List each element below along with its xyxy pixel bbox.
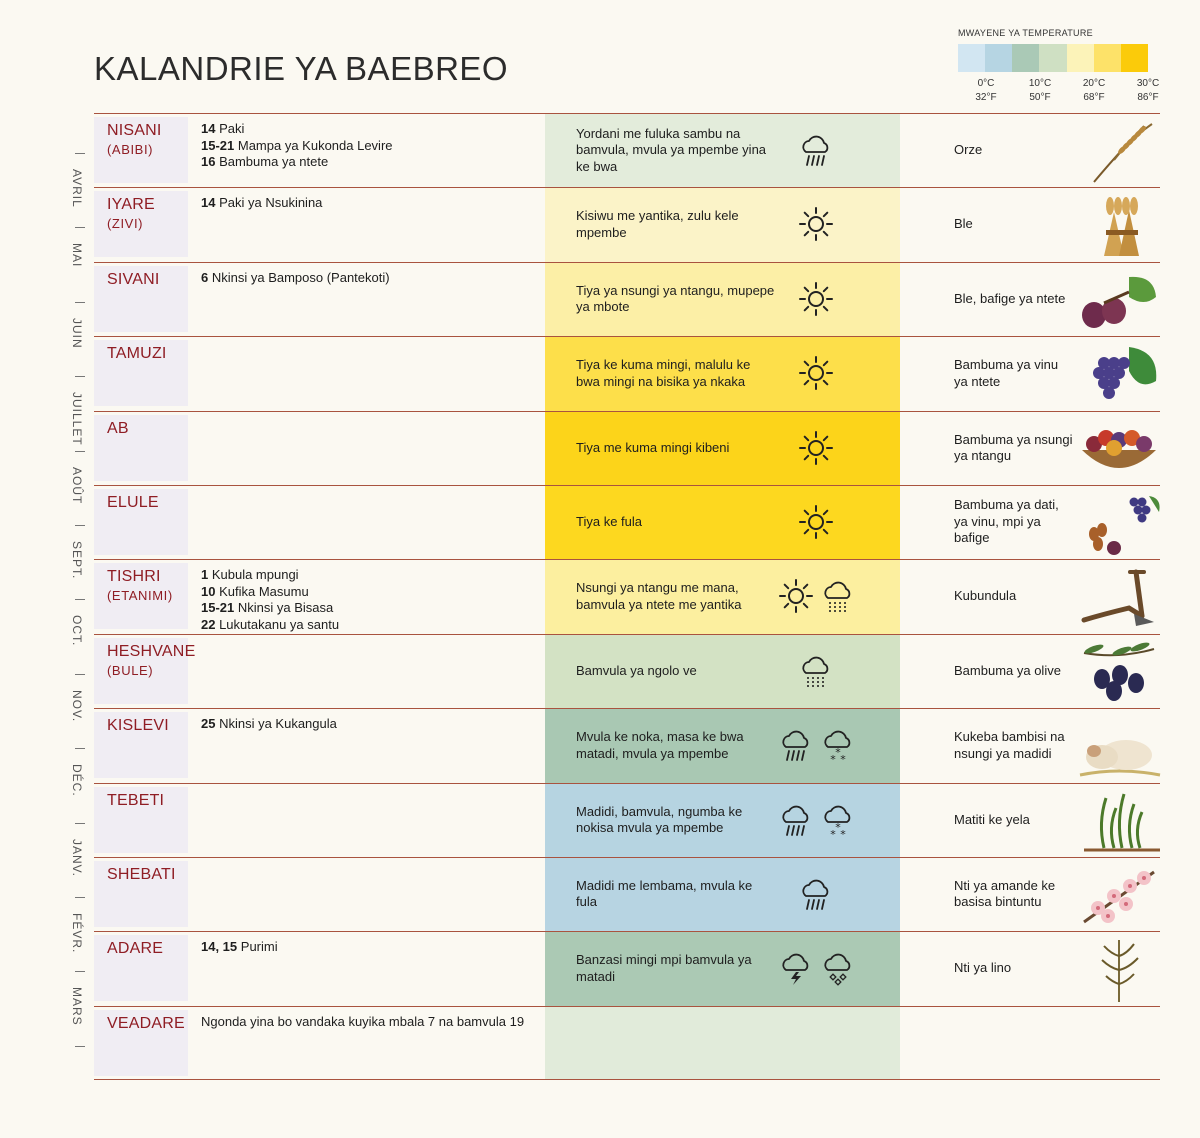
festival-text: Kubula mpungi bbox=[208, 567, 299, 583]
festival-date: 15-21 bbox=[201, 600, 235, 616]
hebrew-month-name: IYARE bbox=[107, 196, 155, 214]
festival-date: 14 bbox=[201, 195, 216, 211]
festival-list bbox=[201, 1014, 531, 1031]
snow-icon bbox=[820, 802, 856, 840]
agriculture-text: Kukeba bambisi na nsungi ya madidi bbox=[954, 729, 1065, 761]
festival-text: Nkinsi ya Kukangula bbox=[215, 716, 337, 732]
hebrew-month-name: TISHRI bbox=[107, 568, 161, 586]
festival-cell bbox=[190, 340, 545, 406]
festival-text: Paki ya Nsukinina bbox=[215, 195, 323, 211]
wheat-sheaf-icon bbox=[1074, 192, 1164, 258]
almond-blossom-icon bbox=[1074, 862, 1164, 928]
gregorian-month-label: MAI bbox=[70, 243, 84, 268]
plow-icon bbox=[1074, 564, 1164, 630]
agriculture-text: Nti ya amande ke basisa bintuntu bbox=[954, 877, 1056, 910]
festival-date: 14, 15 bbox=[201, 939, 238, 955]
month-divider bbox=[75, 227, 85, 228]
olive-icon bbox=[1074, 639, 1164, 705]
legend-swatch bbox=[1039, 44, 1066, 72]
festival-item bbox=[201, 939, 531, 956]
festival-item bbox=[201, 1014, 531, 1031]
agriculture-text: Bambuma ya nsungi ya ntangu bbox=[954, 431, 1073, 464]
festival-list bbox=[201, 939, 531, 956]
gregorian-month-label: SEPT. bbox=[70, 541, 84, 580]
legend-tick-celsius: 20°C bbox=[1082, 78, 1106, 89]
festival-list bbox=[201, 716, 531, 733]
gregorian-month-label: MARS bbox=[70, 987, 84, 1027]
hebrew-month-name: NISANI bbox=[107, 122, 162, 139]
hebrew-month-name: TEBETI bbox=[107, 791, 165, 809]
climate-text: Tiya me kuma mingi kibeni bbox=[576, 439, 730, 455]
month-divider bbox=[75, 153, 85, 154]
weather-icons bbox=[798, 281, 834, 319]
svg-text:*: * bbox=[840, 753, 846, 766]
month-row bbox=[94, 187, 1160, 261]
hebrew-month-name: SHEBATI bbox=[107, 865, 176, 883]
gregorian-month-sidebar bbox=[66, 113, 94, 1080]
month-row bbox=[94, 708, 1160, 782]
gregorian-month-label: JANV. bbox=[70, 838, 84, 877]
festival-list bbox=[201, 195, 531, 212]
month-row bbox=[94, 113, 1160, 187]
month-divider bbox=[75, 971, 85, 972]
legend-tick-celsius: 0°C bbox=[977, 78, 995, 89]
festival-date: 22 bbox=[201, 616, 216, 632]
legend-tick-fahrenheit: 50°F bbox=[1029, 92, 1051, 103]
legend-swatch bbox=[1012, 44, 1039, 72]
climate-text: Tiya ya nsungi ya ntangu, mupepe ya mbote bbox=[576, 282, 775, 315]
temperature-legend bbox=[958, 28, 1158, 105]
legend-tick bbox=[1074, 77, 1114, 105]
festival-text: Kufika Masumu bbox=[215, 583, 309, 599]
hebrew-month-alt-name: (ABIBI) bbox=[107, 142, 154, 157]
sun-icon bbox=[798, 206, 834, 244]
rain-icon bbox=[798, 876, 834, 914]
month-row bbox=[94, 559, 1160, 633]
agriculture-text: Bambuma ya olive bbox=[954, 662, 1061, 678]
rain-icon bbox=[798, 132, 834, 170]
festival-item bbox=[201, 716, 531, 733]
sheep-icon bbox=[1074, 713, 1164, 779]
legend-swatch bbox=[985, 44, 1012, 72]
month-row bbox=[94, 783, 1160, 857]
legend-swatch bbox=[1121, 44, 1148, 72]
dates-grapes-icon bbox=[1074, 490, 1164, 556]
climate-text: Yordani me fuluka sambu na bamvula, mvula ya mpembe yina ke bwa bbox=[576, 125, 767, 174]
agriculture-text: Matiti ke yela bbox=[954, 811, 1030, 827]
festival-item bbox=[201, 600, 531, 617]
agriculture-text: Kubundula bbox=[954, 588, 1017, 604]
month-divider bbox=[75, 897, 85, 898]
climate-text: Tiya ke fula bbox=[576, 513, 642, 529]
weather-icons bbox=[798, 504, 834, 542]
festival-cell bbox=[190, 787, 545, 853]
page-title: KALANDRIE YA BAEBREO bbox=[94, 50, 509, 87]
legend-tick bbox=[966, 77, 1006, 105]
hebrew-month-name: AB bbox=[107, 419, 129, 437]
festival-text: Paki bbox=[215, 121, 245, 136]
svg-text:*: * bbox=[830, 827, 836, 840]
festival-cell bbox=[190, 415, 545, 481]
weather-icons bbox=[778, 802, 856, 840]
calendar-table bbox=[94, 113, 1160, 1080]
drizzle-icon bbox=[798, 653, 834, 691]
grapes-icon bbox=[1074, 341, 1164, 407]
hebrew-month-name: SIVANI bbox=[107, 270, 160, 288]
snow-icon bbox=[820, 727, 856, 765]
festival-cell bbox=[190, 638, 545, 704]
weather-icons bbox=[798, 876, 834, 914]
thunderstorm-icon bbox=[778, 950, 814, 988]
fruit-basket-icon bbox=[1074, 416, 1164, 482]
gregorian-month-label: FÉVR. bbox=[70, 913, 84, 954]
gregorian-month-label: NOV. bbox=[70, 689, 84, 723]
legend-tick bbox=[1128, 77, 1168, 105]
weather-icons bbox=[798, 355, 834, 393]
hebrew-month-name: ELULE bbox=[107, 493, 159, 511]
gregorian-month-label: AOÛT bbox=[70, 466, 84, 504]
festival-date: 16 bbox=[201, 154, 216, 169]
festival-list bbox=[201, 121, 531, 171]
climate-text: Bamvula ya ngolo ve bbox=[576, 662, 697, 678]
month-divider bbox=[75, 302, 85, 303]
weather-icons bbox=[778, 578, 856, 616]
legend-title: MWAYENE YA TEMPERATURE bbox=[958, 28, 1093, 38]
festival-item bbox=[201, 584, 531, 601]
grass-icon bbox=[1074, 788, 1164, 854]
flax-icon bbox=[1074, 936, 1164, 1002]
festival-item bbox=[201, 270, 531, 287]
festival-item bbox=[201, 567, 531, 584]
svg-text:*: * bbox=[830, 753, 836, 766]
festival-cell bbox=[190, 489, 545, 555]
weather-icons bbox=[798, 132, 834, 170]
agriculture-text: Nti ya lino bbox=[954, 960, 1012, 976]
month-row bbox=[94, 485, 1160, 559]
hebrew-month-alt-name: (ZIVI) bbox=[107, 216, 144, 232]
hebrew-month-alt-name: (BULE) bbox=[107, 662, 154, 678]
hebrew-month-name: VEADARE bbox=[107, 1014, 185, 1032]
festival-list bbox=[201, 567, 531, 633]
festival-list bbox=[201, 270, 531, 287]
festival-item bbox=[201, 617, 531, 634]
legend-tick bbox=[1020, 77, 1060, 105]
svg-text:*: * bbox=[840, 827, 846, 840]
legend-swatch bbox=[958, 44, 985, 72]
festival-date: 1 bbox=[201, 567, 209, 583]
climate-text: Madidi, bamvula, ngumba ke nokisa mvula ya mpembe bbox=[576, 803, 743, 836]
festival-date: 6 bbox=[201, 269, 209, 285]
hebrew-month-name: TAMUZI bbox=[107, 345, 167, 363]
fig-icon bbox=[1074, 267, 1164, 333]
festival-date: 15-21 bbox=[201, 137, 235, 153]
rain-icon bbox=[778, 727, 814, 765]
hebrew-month-alt-name: (ETANIMI) bbox=[107, 588, 173, 604]
rain-icon bbox=[778, 802, 814, 840]
sun-icon bbox=[798, 504, 834, 542]
festival-item bbox=[201, 195, 531, 212]
month-divider bbox=[75, 823, 85, 824]
festival-text: Nkinsi ya Bamposo (Pantekoti) bbox=[208, 269, 390, 285]
month-divider bbox=[75, 599, 85, 600]
svg-text:*: * bbox=[835, 820, 841, 834]
month-divider bbox=[75, 674, 85, 675]
month-row bbox=[94, 411, 1160, 485]
gregorian-month-label: JUIN bbox=[70, 317, 84, 349]
legend-swatch bbox=[1067, 44, 1094, 72]
month-row bbox=[94, 857, 1160, 931]
climate-text: Tiya ke kuma mingi, malulu ke bwa mingi na bisika ya nkaka bbox=[576, 357, 751, 389]
sun-icon bbox=[798, 281, 834, 319]
hebrew-month-name: HESHVANE bbox=[107, 642, 196, 660]
festival-date: 25 bbox=[201, 716, 216, 732]
legend-swatch bbox=[1094, 44, 1121, 72]
gregorian-month-label: AVRIL bbox=[70, 169, 84, 208]
hebrew-month-name: ADARE bbox=[107, 940, 164, 958]
month-divider bbox=[75, 376, 85, 377]
agriculture-text: Bambuma ya dati, ya vinu, mpi ya bafige bbox=[954, 497, 1059, 546]
gregorian-month-label: JUILLET bbox=[70, 392, 84, 446]
legend-tick-celsius: 30°C bbox=[1136, 78, 1160, 89]
festival-item bbox=[201, 154, 531, 171]
barley-icon bbox=[1074, 118, 1164, 184]
weather-icons bbox=[778, 727, 856, 765]
legend-tick-fahrenheit: 32°F bbox=[975, 92, 997, 103]
temperature-band bbox=[545, 1007, 900, 1079]
agriculture-text: Ble, bafige ya ntete bbox=[954, 290, 1066, 306]
weather-icons bbox=[798, 430, 834, 468]
sun-icon bbox=[798, 430, 834, 468]
legend-tick-fahrenheit: 68°F bbox=[1083, 92, 1105, 103]
month-divider bbox=[75, 1046, 85, 1047]
weather-icons bbox=[798, 206, 834, 244]
climate-text: Nsungi ya ntangu me mana, bamvula ya ntete me yantika bbox=[576, 580, 742, 612]
gregorian-month-label: DÉC. bbox=[70, 764, 84, 797]
festival-date: 10 bbox=[201, 583, 216, 599]
month-row bbox=[94, 634, 1160, 708]
climate-text: Madidi me lembama, mvula ke fula bbox=[576, 877, 753, 910]
climate-text: Mvula ke noka, masa ke bwa matadi, mvula ya mpembe bbox=[576, 729, 744, 761]
legend-color-scale bbox=[958, 44, 1148, 72]
month-row bbox=[94, 1006, 1160, 1080]
festival-text: Ngonda yina bo vandaka kuyika mbala 7 na bamvula 19 bbox=[201, 1013, 525, 1029]
climate-text: Kisiwu me yantika, zulu kele mpembe bbox=[576, 208, 739, 240]
festival-item bbox=[201, 138, 531, 155]
hebrew-month-name: KISLEVI bbox=[107, 717, 169, 735]
festival-text: Nkinsi ya Bisasa bbox=[234, 600, 334, 616]
legend-tick-fahrenheit: 86°F bbox=[1137, 92, 1159, 103]
agriculture-text: Ble bbox=[954, 216, 973, 232]
legend-ticks bbox=[958, 77, 1158, 105]
climate-text: Banzasi mingi mpi bamvula ya matadi bbox=[576, 952, 752, 984]
hail-icon bbox=[820, 950, 856, 988]
festival-text: Bambuma ya ntete bbox=[215, 154, 329, 169]
festival-item bbox=[201, 121, 531, 138]
sun-icon bbox=[798, 355, 834, 393]
month-row bbox=[94, 931, 1160, 1005]
weather-icons bbox=[778, 950, 856, 988]
month-row bbox=[94, 336, 1160, 410]
svg-text:*: * bbox=[835, 746, 841, 760]
sun-icon bbox=[778, 578, 814, 616]
drizzle-icon bbox=[820, 578, 856, 616]
festival-date: 14 bbox=[201, 121, 216, 136]
month-divider bbox=[75, 451, 85, 452]
festival-text: Mampa ya Kukonda Levire bbox=[234, 137, 393, 153]
legend-tick-celsius: 10°C bbox=[1028, 78, 1052, 89]
agriculture-text: Orze bbox=[954, 142, 983, 157]
gregorian-month-label: OCT. bbox=[70, 615, 84, 647]
month-divider bbox=[75, 525, 85, 526]
festival-cell bbox=[190, 861, 545, 927]
festival-text: Lukutakanu ya santu bbox=[215, 616, 340, 632]
month-divider bbox=[75, 748, 85, 749]
festival-text: Purimi bbox=[237, 939, 278, 955]
weather-icons bbox=[798, 653, 834, 691]
agriculture-text: Bambuma ya vinu ya ntete bbox=[954, 357, 1059, 389]
month-row bbox=[94, 262, 1160, 336]
